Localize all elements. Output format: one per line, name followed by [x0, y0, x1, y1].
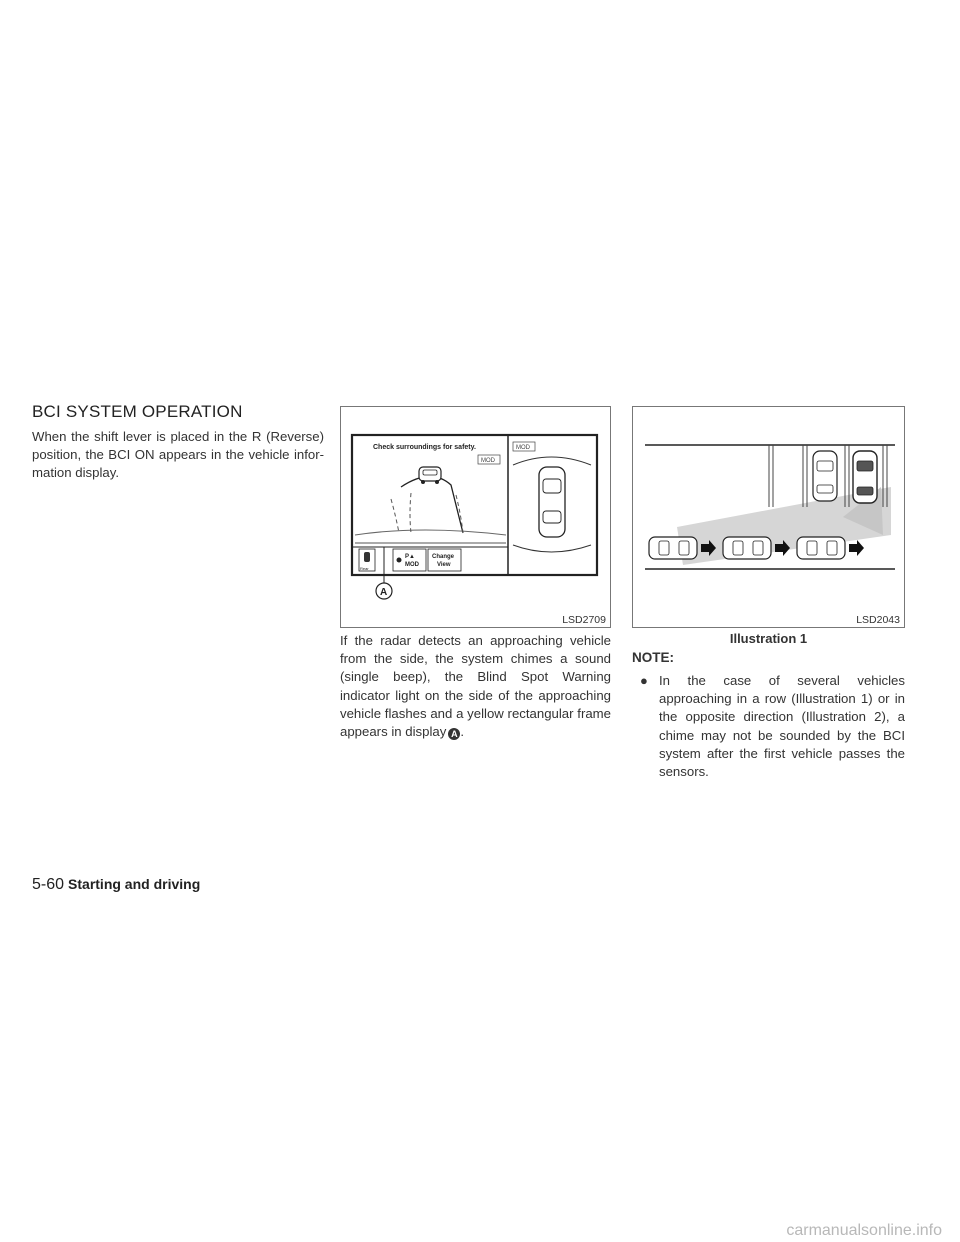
display-screen-illustration — [341, 407, 610, 627]
watermark: carmanualsonline.info — [786, 1222, 942, 1239]
approaching-car-1-icon — [649, 537, 697, 559]
change-view-line2: View — [437, 562, 451, 568]
rear-label: Rear — [360, 566, 369, 571]
bullet-icon: ● — [640, 673, 648, 688]
detection-paragraph — [340, 632, 611, 741]
detection-text: If the radar detects an approaching vehicle from the side, the system chimes a sound (single beep), the Blind Spot Warning indicator light on the side of the approaching vehicle flashes and a yellow rectangular frame appears in display — [340, 633, 611, 740]
figure2-code: LSD2043 — [856, 614, 900, 626]
figure-parking-illustration — [632, 406, 905, 628]
figure2-caption: Illustration 1 — [729, 631, 808, 646]
detection-end: . — [460, 724, 464, 740]
note-text: In the case of several vehicles approaching in a row (Illustration 1) or in the opposite direction (Illustration 2), a chime may not be sounded by the BCI system after the first vehicle passes the sensors. — [659, 673, 905, 780]
footer-section: Starting and driving — [68, 876, 201, 892]
reversing-car-icon — [853, 451, 877, 503]
top-view-car-icon — [539, 467, 565, 537]
approaching-car-2-icon — [723, 537, 771, 559]
mod-label-left: MOD — [481, 458, 495, 464]
intro-paragraph: When the shift lever is placed in the R (Reverse) position, the BCI ON appears in the vehicle infor-mation display. — [32, 429, 324, 481]
screen-message: Check surroundings for safety. — [373, 444, 476, 451]
note-heading: NOTE: — [632, 650, 674, 665]
p-mod-line1: P▲ — [405, 554, 415, 560]
page-number: 5-60 — [32, 876, 65, 893]
change-view-line1: Change — [432, 554, 455, 560]
figure-display-screen — [340, 406, 611, 628]
callout-a-label: A — [380, 587, 388, 598]
p-mod-line2: MOD — [405, 562, 419, 568]
ref-a-marker: A — [448, 728, 460, 740]
parking-illustration — [633, 407, 904, 627]
arrow-right-icon — [849, 540, 864, 556]
approaching-car-icon — [419, 467, 441, 484]
section-title: BCI SYSTEM OPERATION — [32, 402, 243, 421]
parked-car-icon — [813, 451, 837, 501]
page-footer — [32, 876, 200, 894]
figure1-code: LSD2709 — [562, 614, 606, 626]
approaching-car-3-icon — [797, 537, 845, 559]
mod-label-right: MOD — [516, 445, 530, 451]
